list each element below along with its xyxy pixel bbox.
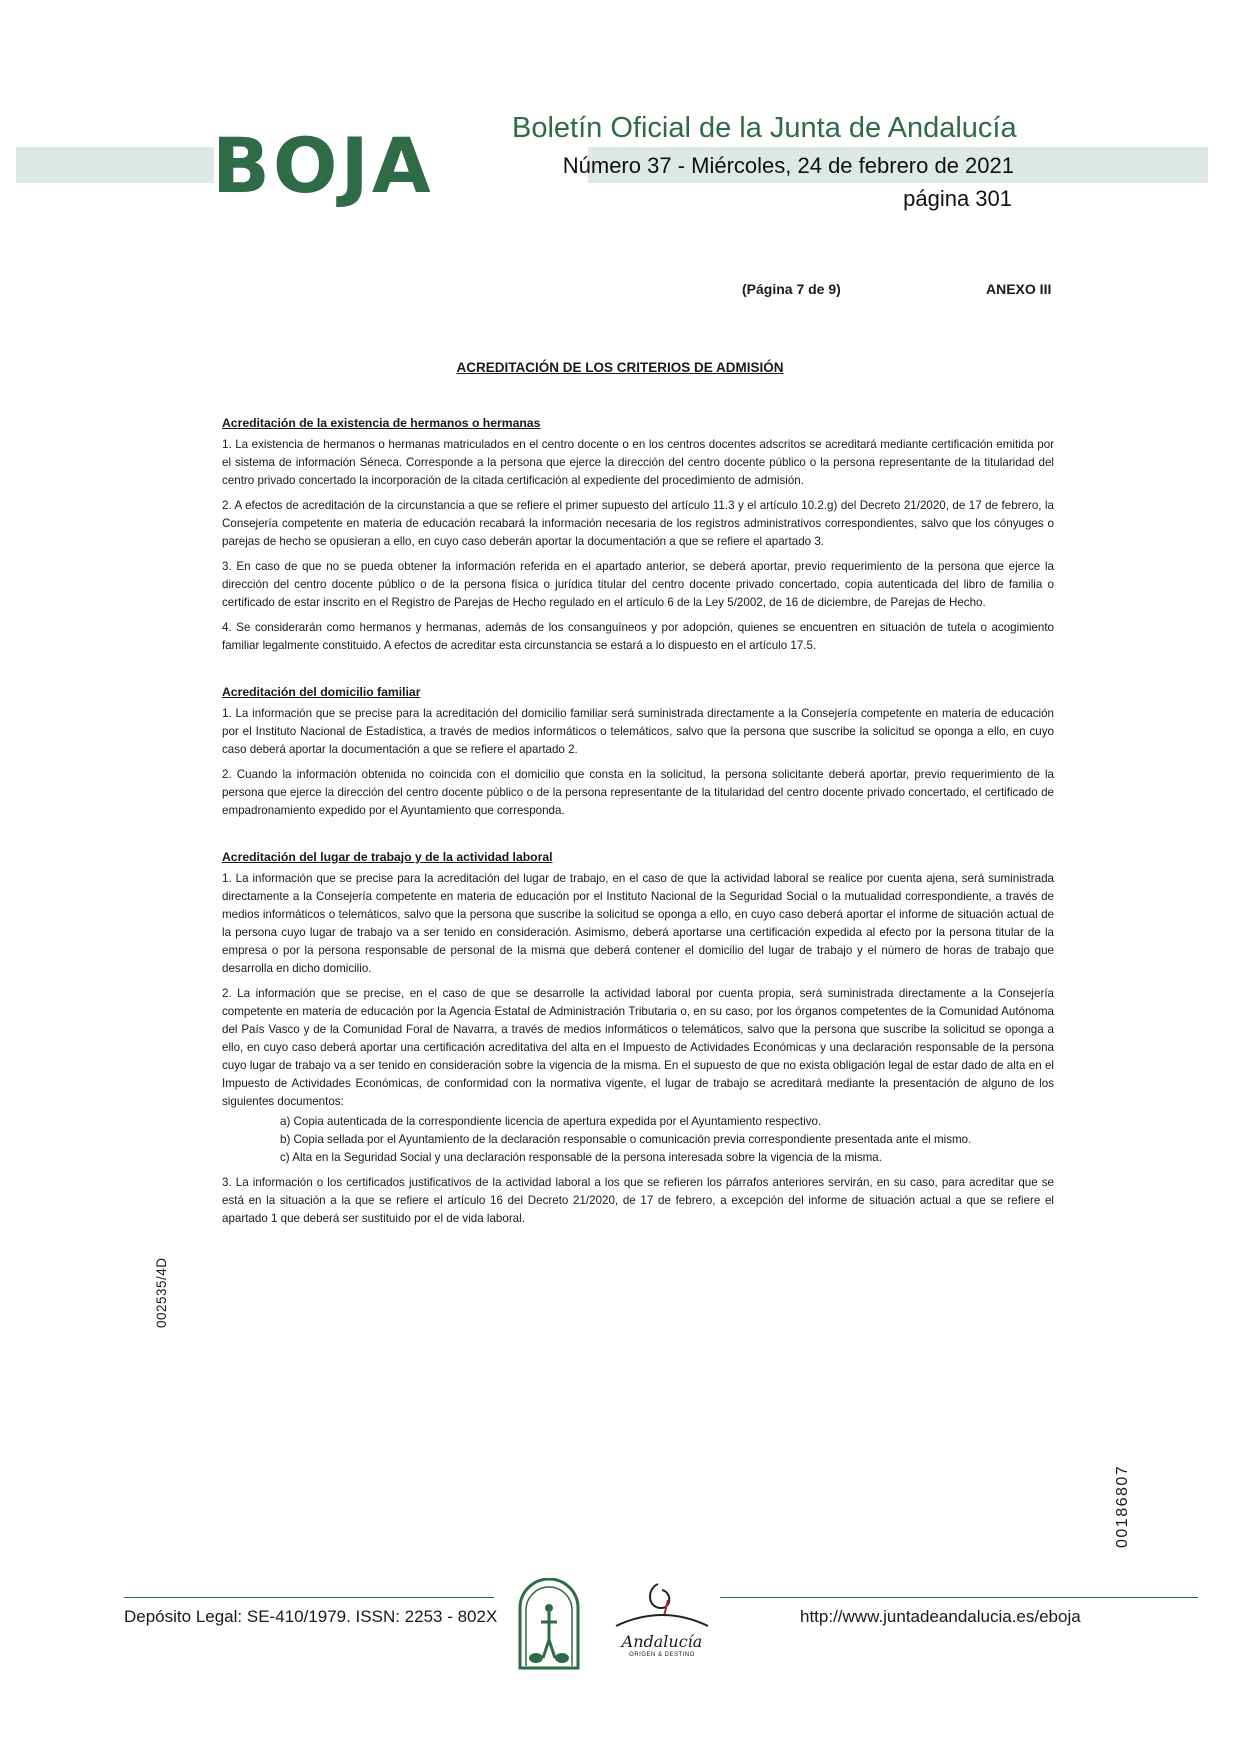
document-title: ACREDITACIÓN DE LOS CRITERIOS DE ADMISIÓN bbox=[456, 360, 784, 375]
footer-line-right bbox=[720, 1597, 1198, 1598]
page-number: página 301 bbox=[903, 186, 1012, 211]
paragraph: 2. A efectos de acreditación de la circunstancia a que se refiere el primer supuesto del artículo 11.3 y el artículo 10.2.g) del Decreto 21/2020, de 17 de febrero, la Consejería competente en materia de educación recabará la información necesaria de los registros administrativos correspondientes, salvo que los cónyuges o parejas de hecho se opusieran a ello, en cuyo caso deberán aportar la documentación a que se refiere el apartado 3. bbox=[222, 499, 1054, 548]
paragraph: 1. La información que se precise para la acreditación del domicilio familiar será suministrada directamente a la Consejería competente en materia de educación por el Instituto Nacional de Estadística, a través de medios informáticos o telemáticos, salvo que la persona que suscribe la solicitud se oponga a ello, en cuyo caso deberá aportar la documentación a que se refiere el apartado 2. bbox=[222, 707, 1054, 756]
list-item: c) Alta en la Seguridad Social y una declaración responsable de la persona interesada sobre la vigencia de la misma. bbox=[280, 1151, 882, 1164]
andalucia-mark-icon bbox=[606, 1578, 718, 1634]
section-heading: Acreditación del lugar de trabajo y de la actividad laboral bbox=[222, 850, 553, 864]
section-heading: Acreditación del domicilio familiar bbox=[222, 685, 421, 699]
margin-code-left: 002535/4D bbox=[154, 1257, 169, 1328]
paragraph: 2. La información que se precise, en el caso de que se desarrolle la actividad laboral por cuenta propia, será suministrada directamente a la Consejería competente en materia de educación por la Agencia Estatal de Administración Tributaria o, en su caso, por los órganos competentes de la Comunidad Autónoma del País Vasco y de la Comunidad Foral de Navarra, a través de medios informáticos o telemáticos, salvo que la persona que suscribe la solicitud se oponga a ello, en cuyo caso deberá aportar una certificación acreditativa del alta en el Impuesto de Actividades Económicas y una declaración responsable de la persona cuyo lugar de trabajo va a ser tenido en consideración sobre la vigencia de la misma. En el supuesto de que no exista obligación legal de estar dado de alta en el Impuesto de Actividades Económicas, de conformidad con la normativa vigente, el lugar de trabajo se acreditará mediante la presentación de alguno de los siguientes documentos: bbox=[222, 987, 1054, 1108]
header-band-left bbox=[16, 147, 214, 183]
footer-line-left bbox=[124, 1597, 494, 1598]
section-heading: Acreditación de la existencia de hermanos o hermanas bbox=[222, 416, 541, 430]
list-item: a) Copia autenticada de la correspondiente licencia de apertura expedida por el Ayuntamiento respectivo. bbox=[280, 1115, 822, 1128]
section-trabajo bbox=[222, 848, 1054, 1228]
paragraph: 1. La existencia de hermanos o hermanas matriculados en el centro docente o en los centros docentes adscritos se acreditará mediante certificación emitida por el sistema de información Séneca. Corresponde a la persona que ejerce la dirección del centro docente público o la persona representante de la titularidad del centro privado concertado la incorporación de la citada certificación al expediente del procedimiento de admisión. bbox=[222, 438, 1054, 487]
bulletin-title: Boletín Oficial de la Junta de Andalucía bbox=[512, 112, 1017, 144]
documents-list bbox=[280, 1113, 1054, 1167]
legal-deposit: Depósito Legal: SE-410/1979. ISSN: 2253 - 802X bbox=[124, 1607, 498, 1626]
paragraph: 1. La información que se precise para la acreditación del lugar de trabajo, en el caso de que la actividad laboral se realice por cuenta ajena, será suministrada directamente a la Consejería competente en materia de educación por el Instituto Nacional de la Seguridad Social o la mutualidad correspondiente, a través de medios informáticos o telemáticos, salvo que la persona que suscribe la solicitud se oponga a ello, en cuyo caso deberá aportar el informe de situación actual de la persona cuyo lugar de trabajo va a ser tenido en consideración. Asimismo, deberá aportarse una certificación expedida al efecto por la persona titular de la empresa o por la persona responsable de personal de la misma que deberá contener el domicilio del lugar de trabajo y el número de horas de trabajo que desarrolla en dicho domicilio. bbox=[222, 872, 1054, 975]
andalucia-logo bbox=[606, 1578, 718, 1670]
section-domicilio bbox=[222, 683, 1054, 820]
paragraph: 3. En caso de que no se pueda obtener la información referida en el apartado anterior, se deberá aportar, previo requerimiento de la persona que ejerce la dirección del centro docente público o de la persona física o jurídica titular del centro docente privado concertado, copia autenticada del libro de familia o certificado de estar inscrito en el Registro de Parejas de Hecho regulado en el artículo 6 de la Ley 5/2002, de 16 de diciembre, de Parejas de Hecho. bbox=[222, 560, 1054, 609]
boja-logo: BOJA bbox=[212, 121, 434, 210]
annex-label: ANEXO III bbox=[986, 281, 1052, 297]
andalucia-coat-of-arms-icon bbox=[516, 1578, 582, 1670]
andalucia-tagline: ORIGEN & DESTINO bbox=[629, 1652, 695, 1658]
andalucia-wordmark: Andalucía bbox=[621, 1632, 703, 1651]
document-body bbox=[222, 414, 1054, 1256]
paragraph: 4. Se considerarán como hermanos y hermanas, además de los consanguíneos y por adopción, quienes se encuentren en situación de tutela o acogimiento familiar legalmente constituido. A efectos de acreditar esta circunstancia se estará a lo dispuesto en el artículo 17.5. bbox=[222, 621, 1054, 652]
website-url[interactable]: http://www.juntadeandalucia.es/eboja bbox=[800, 1607, 1081, 1626]
page-of-total: (Página 7 de 9) bbox=[742, 281, 841, 297]
margin-code-right: 00186807 bbox=[1114, 1464, 1131, 1548]
section-hermanos bbox=[222, 414, 1054, 655]
paragraph: 3. La información o los certificados justificativos de la actividad laboral a los que se refieren los párrafos anteriores servirán, en su caso, para acreditar que se está en la situación a la que se refiere el artículo 16 del Decreto 21/2020, de 17 de febrero, a excepción del informe de situación actual a que se refiere el apartado 1 que deberá ser sustituido por el de vida laboral. bbox=[222, 1176, 1054, 1225]
issue-number: Número 37 - Miércoles, 24 de febrero de 2021 bbox=[562, 153, 1014, 178]
list-item: b) Copia sellada por el Ayuntamiento de la declaración responsable o comunicación previa correspondiente presentada ante el mismo. bbox=[280, 1133, 972, 1146]
paragraph: 2. Cuando la información obtenida no coincida con el domicilio que consta en la solicitud, la persona solicitante deberá aportar, previo requerimiento de la persona que ejerce la dirección del centro docente público o de la persona representante de la titularidad del centro docente privado concertado, el certificado de empadronamiento expedido por el Ayuntamiento que corresponda. bbox=[222, 768, 1054, 817]
